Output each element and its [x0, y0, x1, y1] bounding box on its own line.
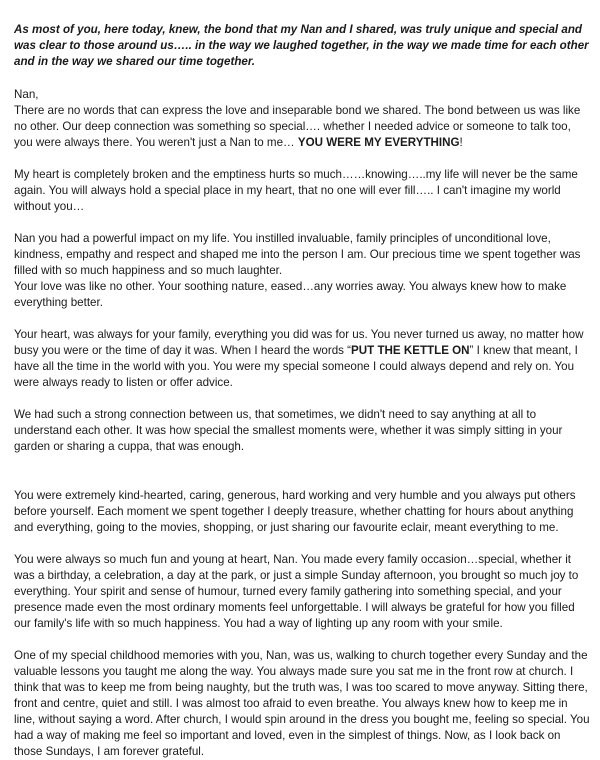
- paragraph-text: Your love was like no other. Your soothing nature, eased…any worries away. You always knew how to make everything better.: [14, 280, 567, 309]
- church-memory-paragraph: One of my special childhood memories with you, Nan, was us, walking to church together every Sunday and the valuable lessons you taught me along the way. You always made sure you sat me in the front row at church. I think that was to keep me from being naughty, but the truth was, I was too scared to move anyway. Sitting there, front and centre, quiet and still. I was almost too afraid to even breathe. You always knew how to keep me in line, without saying a word. After church, I would spin around in the dress you bought me, feeling so special. You had a way of making me feel so important and loved, even in the simplest of things. Now, as I look back on those Sundays, I am forever grateful.: [14, 649, 590, 758]
- heartbreak-paragraph: My heart is completely broken and the emptiness hurts so much……knowing…..my life will never be the same again. You will always hold a special place in my heart, that no one will ever fill….. I can't imagine my world without you…: [14, 168, 578, 213]
- paragraph-text: There are no words that can express the love and inseparable bond we shared. The bond between us was like no other. Our deep connection was something so special…. whether I needed advice or someone to talk too, you were always there. You weren't just a Nan to me…: [14, 104, 581, 149]
- paragraph-text: Your heart, was always for your family, everything you did was for us. You never turned us away, no matter how busy you were or the time of day it was. When I heard the words “: [14, 328, 584, 357]
- paragraph-end: !: [459, 136, 463, 149]
- paragraph-text: ” I knew that meant, I have all the time in the world with you. You were my special someone I could always depend and rely on. You were always ready to listen or offer advice.: [14, 344, 578, 389]
- fun-paragraph: You were always so much fun and young at heart, Nan. You made every family occasion…special, whether it was a birthday, a celebration, a day at the park, or just a simple Sunday afternoon, you brought so much joy to everything. Your spirit and sense of humour, turned every family gathering into something special, and your presence made even the most ordinary moments feel unforgettable. I will always be grateful for how you filled our family's life with so much happiness. You had a way of lighting up any room with your smile.: [14, 553, 579, 630]
- kettle-paragraph: [14, 327, 592, 391]
- intro-paragraph: As most of you, here today, knew, the bond that my Nan and I shared, was truly unique and special and was clear to those around us….. in the way we laughed together, in the way we made time for each other and in the way we shared our time together.: [14, 23, 589, 68]
- emphasis-text: PUT THE KETTLE ON: [351, 344, 470, 357]
- paragraph-text: Nan you had a powerful impact on my life. You instilled invaluable, family principles of unconditional love, kindness, empathy and respect and shaped me into the person I am. Our precious time we spent together was filled with so much happiness and so much laughter.: [14, 232, 581, 277]
- connection-paragraph: We had such a strong connection between us, that sometimes, we didn't need to say anything at all to understand each other. It was how special the smallest moments were, whether it was simply sitting in your garden or sharing a cuppa, that was enough.: [14, 408, 563, 453]
- impact-paragraph: [14, 231, 592, 311]
- greeting-paragraph: [14, 87, 592, 151]
- emphasis-text: YOU WERE MY EVERYTHING: [297, 136, 460, 149]
- kindness-paragraph: You were extremely kind-hearted, caring, generous, hard working and very humble and you always put others before yourself. Each moment we spent together I deeply treasure, whether chatting for hours about anything and everything, going to the movies, shopping, or just sharing our favourite eclair, meant everything to me.: [14, 489, 576, 534]
- salutation: Nan,: [14, 88, 39, 101]
